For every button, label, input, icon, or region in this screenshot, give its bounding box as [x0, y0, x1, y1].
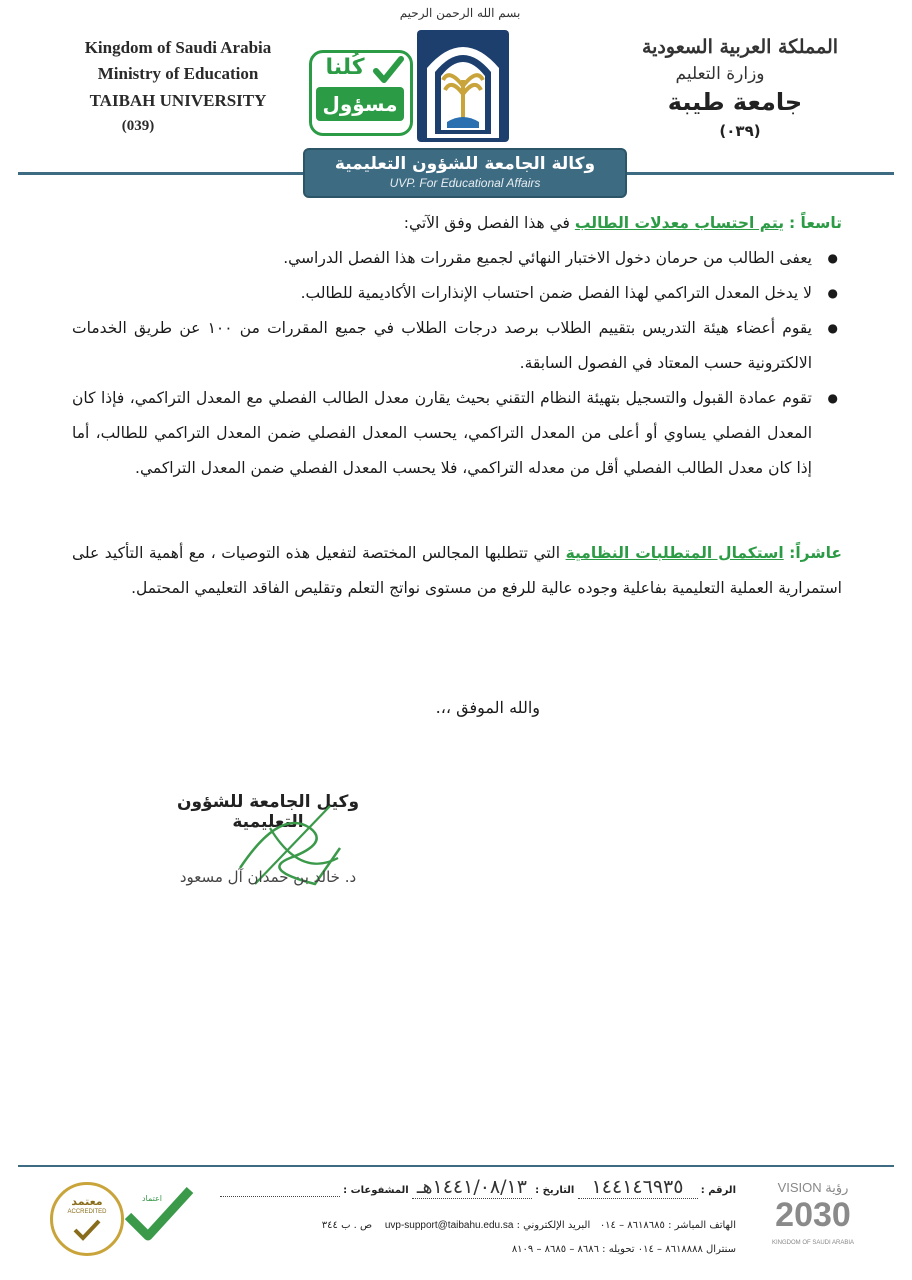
kullana-masool-logo	[309, 50, 413, 136]
accredited-text: معتمد	[71, 1195, 103, 1208]
attachments-value	[220, 1185, 340, 1197]
checkmark-icon	[122, 1182, 196, 1246]
etimad-logo	[122, 1182, 196, 1246]
switchboard: سنترال ٨٦١٨٨٨٨ – ٠١٤ تحويله : ٨٦٨٦ – ٨٦٨٥ – ٨١٠٩	[511, 1244, 736, 1255]
masool-text: مسؤول	[316, 87, 404, 121]
ninth-heading	[72, 206, 842, 241]
tenth-label: عاشراً:	[789, 544, 842, 562]
ninth-bullet-list	[72, 241, 842, 486]
date-label: التاريخ :	[535, 1185, 575, 1196]
kullana-text: كُلنا	[325, 55, 365, 80]
basmala: بسم الله الرحمن الرحيم	[399, 6, 521, 20]
footer-divider	[18, 1165, 894, 1167]
list-item: ● لا يدخل المعدل التراكمي لهذا الفصل ضمن احتساب الإنذارات الأكاديمية للطالب.	[72, 276, 842, 311]
section-ninth	[72, 206, 842, 486]
header-ar-university: جامعة طيبة	[667, 88, 803, 116]
ninth-rest: في هذا الفصل وفق الآتي:	[403, 214, 570, 232]
contact-row-2	[512, 1244, 736, 1255]
accredited-seal	[50, 1182, 124, 1256]
seal-check-icon	[72, 1218, 102, 1242]
header-en-ministry: Ministry of Education	[97, 64, 259, 83]
banner-ar: وكالة الجامعة للشؤون التعليمية	[334, 154, 596, 174]
email-label: البريد الإلكتروني :	[516, 1220, 591, 1231]
ninth-label: تاسعاً :	[788, 214, 842, 232]
ref-value: ١٤٤١٤٦٩٣٥	[578, 1176, 698, 1199]
phone-direct: الهاتف المباشر : ٨٦١٨٦٨٥ – ٠١٤	[599, 1220, 736, 1231]
list-item: ● يقوم أعضاء هيئة التدريس بتقييم الطلاب برصد درجات الطلاب في جميع المقررات من ١٠٠ عن طريق الخدمات الالكترونية حسب المعتاد في الفصول السابقة.	[72, 311, 842, 381]
tenth-title: استكمال المتطلبات النظامية	[565, 544, 784, 562]
closing-text: والله الموفق ،،.	[435, 698, 540, 717]
department-banner	[303, 148, 627, 198]
banner-en: UVP. For Educational Affairs	[389, 176, 541, 190]
reference-row	[220, 1176, 736, 1199]
header-ar-country: المملكة العربية السعودية	[641, 36, 839, 58]
vision-year: 2030	[775, 1196, 851, 1234]
header-en-university: TAIBAH UNIVERSITY	[89, 91, 267, 110]
taibah-university-logo	[413, 28, 513, 146]
contact-row-1	[322, 1220, 736, 1231]
header-ar-code: (٠٣٩)	[719, 122, 761, 140]
vision-top: VISION رؤية	[777, 1180, 849, 1195]
header-en-code: (039)	[121, 118, 155, 134]
email-address[interactable]: uvp-support@taibahu.edu.sa	[384, 1220, 514, 1231]
pobox: ص . ب ٣٤٤	[321, 1220, 373, 1231]
tenth-rest: التي تتطلبها المجالس المختصة لتفعيل هذه التوصيات ، مع أهمية التأكيد على استمرارية العملية التعليمية بفاعلية وجوده عالية للرفع من مستوى نواتج التعلم وتقليص الفاقد التعليمي المحتمل.	[72, 544, 842, 597]
etimad-text: اعتماد	[141, 1194, 162, 1203]
header-ar-ministry: وزارة التعليم	[675, 64, 765, 84]
attachments-label: المشفوعات :	[343, 1185, 409, 1196]
list-item: ● يعفى الطالب من حرمان دخول الاختبار النهائي لجميع مقررات هذا الفصل الدراسي.	[72, 241, 842, 276]
accredited-en: ACCREDITED	[67, 1209, 107, 1215]
vision-2030-logo	[748, 1180, 878, 1260]
header-en-country: Kingdom of Saudi Arabia	[84, 38, 272, 57]
date-value: ١٤٤١/٠٨/١٣هـ	[412, 1176, 532, 1199]
check-icon	[372, 55, 404, 85]
signatory-title: وكيل الجامعة للشؤون التعليمية	[176, 792, 360, 832]
vision-sub: KINGDOM OF SAUDI ARABIA	[771, 1240, 854, 1246]
list-item: ● تقوم عمادة القبول والتسجيل بتهيئة النظام التقني بحيث يقارن معدل الطالب الفصلي مع المعدل التراكمي، فإذا كان المعدل الفصلي يساوي أو أعلى من المعدل التراكمي، يحسب المعدل الفصلي ضمن المعدل التراكمي للطالب، أما إذا كان معدل الطالب الفصلي أقل من معدله التراكمي، فلا يحسب المعدل الفصلي ضمن المعدل التراكمي.	[72, 381, 842, 486]
ninth-title: يتم احتساب معدلات الطالب	[574, 214, 785, 232]
section-tenth	[72, 536, 842, 606]
ref-label: الرقم :	[700, 1185, 736, 1196]
signatory-name: د. خالد بن حمدان آل مسعود	[179, 868, 357, 886]
